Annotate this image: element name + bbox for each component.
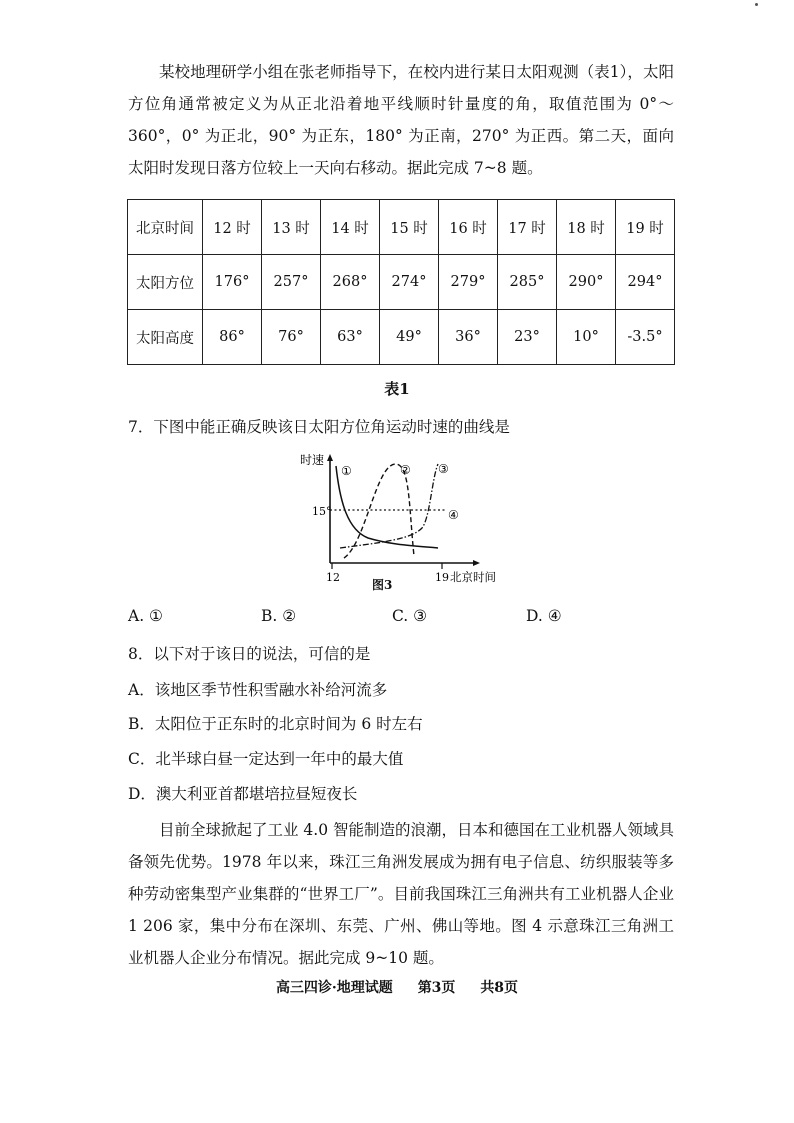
table-cell: 285° [498,255,557,310]
table-row [128,255,675,310]
option-d[interactable]: D．澳大利亚首都堪培拉昼短夜长 [128,785,358,803]
curve-2 [344,464,414,558]
table-cell: 17 时 [498,200,557,255]
row-header: 北京时间 [128,200,203,255]
scan-speck [755,3,758,6]
option-c[interactable]: C. ③ [392,607,428,625]
x-tick-label-19: 19 [435,571,449,584]
table-cell: 12 时 [203,200,262,255]
option-a[interactable]: A．该地区季节性积雪融水补给河流多 [128,681,388,699]
table-cell: 86° [203,310,262,365]
table-cell: 13 时 [262,200,321,255]
page-footer [0,977,794,997]
table-cell: 15 时 [380,200,439,255]
table-cell: 279° [439,255,498,310]
table-cell: -3.5° [616,310,675,365]
curve-label-3: ③ [438,462,449,476]
table-cell: 63° [321,310,380,365]
y-tick-label: 15° [312,505,332,518]
intro-passage-9-10: 目前全球掀起了工业 4.0 智能制造的浪潮，日本和德国在工业机器人领域具备领先优势。1978 年以来，珠江三角洲发展成为拥有电子信息、纺织服装等多种劳动密集型产业集群的“世界工厂”。目前我国珠江三角洲共有工业机器人企业 1 206 家，集中分布在深圳、东莞、广州、佛山等地。图 4 示意珠江三角洲工业机器人企业分布情况。据此完成 9~10 题。 [128,821,675,967]
total-pages: 共8页 [480,980,519,996]
curve-1 [336,466,438,548]
table-cell: 36° [439,310,498,365]
table-cell: 16 时 [439,200,498,255]
curve-label-2: ② [400,463,411,477]
curve-3 [340,464,438,548]
curve-label-4: ④ [448,508,459,522]
table-cell: 19 时 [616,200,675,255]
table-cell: 49° [380,310,439,365]
table-cell: 294° [616,255,675,310]
table-cell: 23° [498,310,557,365]
table-cell: 14 时 [321,200,380,255]
figure-3-speed-curves [296,448,506,588]
row-header: 太阳高度 [128,310,203,365]
question-8-stem: 8．以下对于该日的说法，可信的是 [128,645,371,663]
option-d[interactable]: D. ④ [526,607,562,625]
option-b[interactable]: B. ② [261,607,297,625]
y-axis-label: 时速 [300,453,325,467]
table-cell: 10° [557,310,616,365]
page-number: 第3页 [417,980,456,996]
exam-title: 高三四诊·地理试题 [275,980,393,996]
table-cell: 176° [203,255,262,310]
y-axis-arrow [327,454,333,461]
table-cell: 257° [262,255,321,310]
x-tick-label-12: 12 [326,571,340,584]
table-caption: 表1 [384,380,410,398]
x-axis-label: 北京时间 [450,570,496,584]
table-cell: 274° [380,255,439,310]
curve-label-1: ① [341,464,352,478]
observation-table [127,199,675,365]
table-cell: 18 时 [557,200,616,255]
option-b[interactable]: B．太阳位于正东时的北京时间为 6 时左右 [128,715,423,733]
table-cell: 268° [321,255,380,310]
question-7-options [128,607,688,631]
table-cell: 290° [557,255,616,310]
table-row [128,310,675,365]
x-axis-arrow [473,560,480,566]
figure-caption: 图3 [372,578,393,592]
question-7-stem: 7．下图中能正确反映该日太阳方位角运动时速的曲线是 [128,418,510,436]
row-header: 太阳方位 [128,255,203,310]
intro-passage-7-8: 某校地理研学小组在张老师指导下，在校内进行某日太阳观测（表1），太阳方位角通常被定义为从正北沿着地平线顺时针量度的角，取值范围为 0°～360°，0° 为正北，90° 为正东，180° 为正南，270° 为正西。第二天，面向太阳时发现日落方位较上一天向右移动。据此完成 7~8 题。 [128,63,674,177]
option-a[interactable]: A. ① [128,607,163,625]
table-row [128,200,675,255]
table-cell: 76° [262,310,321,365]
option-c[interactable]: C．北半球白昼一定达到一年中的最大值 [128,750,404,768]
